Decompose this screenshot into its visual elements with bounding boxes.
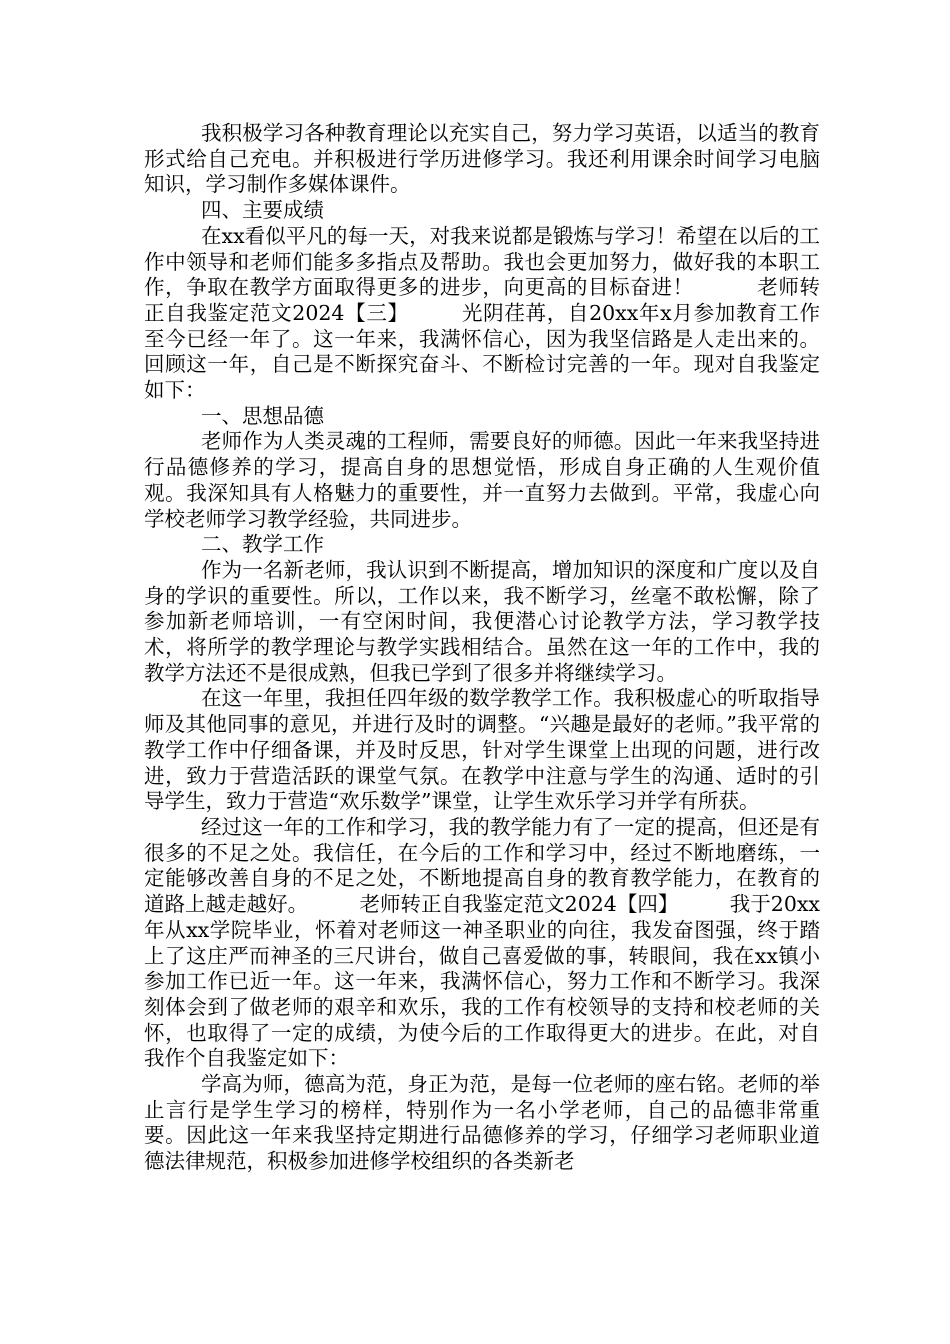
section-heading-morality: 一、思想品德 (201, 403, 324, 428)
paragraph-improvement-and-part-four-intro: 经过这一年的工作和学习，我的教学能力有了一定的提高，但还是有很多的不足之处。我信任，在今后的工作和学习中，经过不断地磨练，一定能够改善自身的不足之处，不断地提高自身的教育教学能力，在教育的道路上越走越好。 老师转正自我鉴定范文2024【四】 我于20xx年从xx学院毕业，怀着对老师这一神圣职业的向往，我发奋图强，终于踏上了这庄严而神圣的三尺讲台，做自己喜爱做的事，转眼间，我在xx镇小参加工作已近一年。这一年来，我满怀信心，努力工作和不断学习。我深刻体会到了做老师的艰辛和欢乐，我的工作有校领导的支持和校老师的关怀，也取得了一定的成绩，为使今后的工作取得更大的进步。在此，对自我作个自我鉴定如下： (144, 814, 820, 1071)
paragraph-teacher-motto: 学高为师，德高为范，身正为范，是每一位老师的座右铭。老师的举止言行是学生学习的榜样，特别作为一名小学老师，自己的品德非常重要。因此这一年来我坚持定期进行品德修养的学习，仔细学习老师职业道德法律规范，积极参加进修学校组织的各类新老 (144, 1072, 820, 1174)
section-heading-achievements: 四、主要成绩 (201, 198, 324, 223)
section-heading-teaching: 二、教学工作 (201, 532, 324, 557)
document-body (144, 121, 820, 1175)
paragraph-morality: 老师作为人类灵魂的工程师，需要良好的师德。因此一年来我坚持进行品德修养的学习，提高自身的思想觉悟，形成自身正确的人生观价值观。我深知具有人格魅力的重要性，并一直努力去做到。平常，我虚心向学校老师学习教学经验，共同进步。 (144, 429, 820, 531)
paragraph-new-teacher: 作为一名新老师，我认识到不断提高，增加知识的深度和广度以及自身的学识的重要性。所以，工作以来，我不断学习，丝毫不敢松懈，除了参加新老师培训，一有空闲时间，我便潜心讨论教学方法，学习教学技术，将所学的教学理论与教学实践相结合。虽然在这一年的工作中，我的教学方法还不是很成熟，但我已学到了很多并将继续学习。 (144, 557, 820, 685)
paragraph-achievements-and-part-three-intro: 在xx看似平凡的每一天，对我来说都是锻炼与学习！希望在以后的工作中领导和老师们能多多指点及帮助。我也会更加努力，做好我的本职工作，争取在教学方面取得更多的进步，向更高的目标奋进！ 老师转正自我鉴定范文2024【三】 光阴荏苒，自20xx年x月参加教育工作至今已经一年了。这一年来，我满怀信心，因为我坚信路是人走出来的。回顾这一年，自己是不断探究奋斗、不断检讨完善的一年。现对自我鉴定如下： (144, 223, 820, 403)
paragraph-self-study: 我积极学习各种教育理论以充实自己，努力学习英语，以适当的教育形式给自己充电。并积极进行学历进修学习。我还利用课余时间学习电脑知识，学习制作多媒体课件。 (144, 121, 820, 197)
paragraph-math-teaching: 在这一年里，我担任四年级的数学教学工作。我积极虚心的听取指导师及其他同事的意见，并进行及时的调整。“兴趣是最好的老师。”我平常的教学工作中仔细备课，并及时反思，针对学生课堂上出现的问题，进行改进，致力于营造活跃的课堂气氛。在教学中注意与学生的沟通、适时的引导学生，致力于营造“欢乐数学”课堂，让学生欢乐学习并学有所获。 (144, 686, 820, 814)
